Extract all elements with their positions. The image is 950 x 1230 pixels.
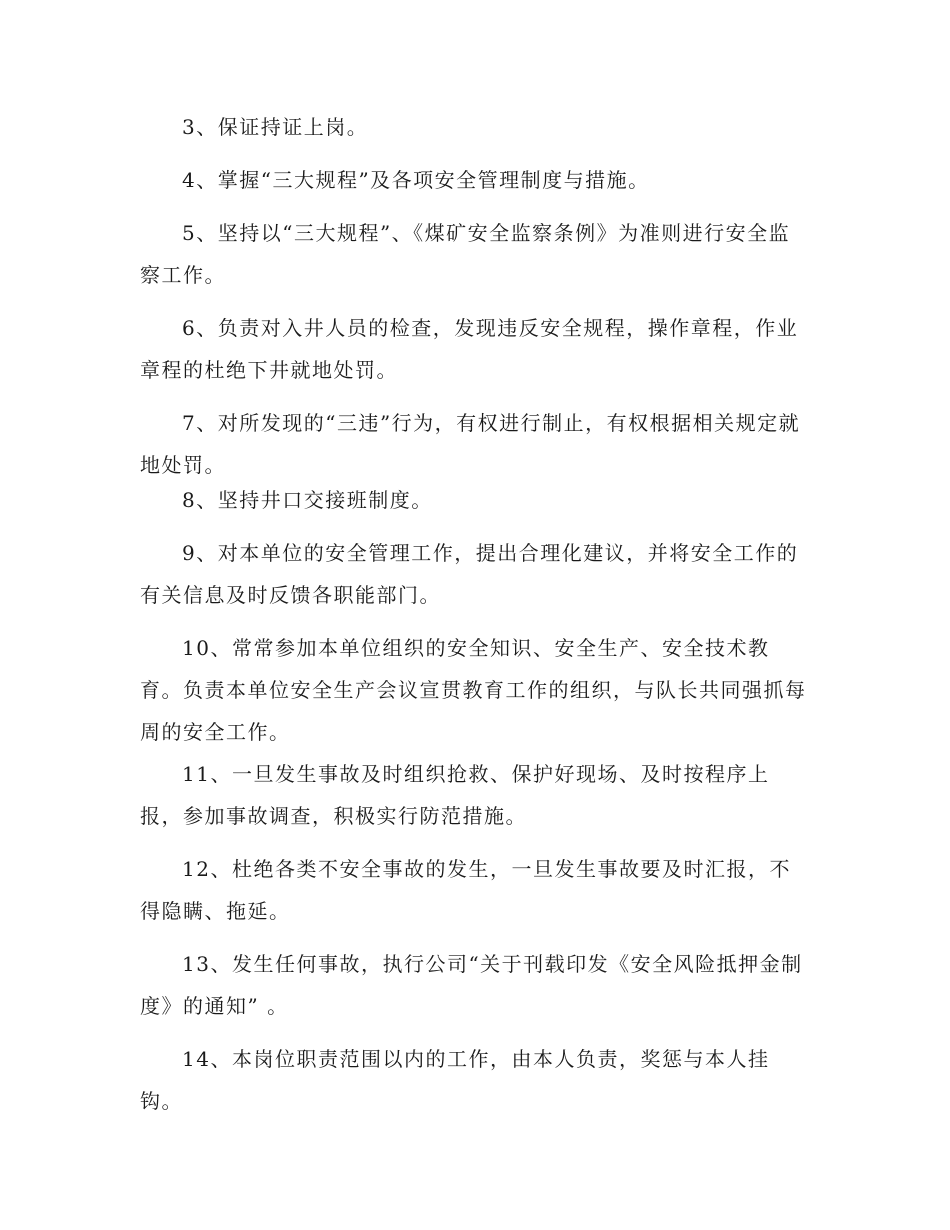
list-item: 11、一旦发生事故及时组织抢救、保护好现场、及时按程序上报，参加事故调查，积极实行防范措施。	[140, 762, 770, 828]
list-item: 10、常常参加本单位组织的安全知识、安全生产、安全技术教育。负责本单位安全生产会议宣贯教育工作的组织，与队长共同强抓每周的安全工作。	[140, 636, 807, 744]
list-item: 7、对所发现的“三违”行为，有权进行制止，有权根据相关规定就地处罚。	[140, 411, 801, 477]
list-item: 12、杜绝各类不安全事故的发生，一旦发生事故要及时汇报，不得隐瞒、拖延。	[140, 857, 791, 923]
list-item: 3、保证持证上岗。	[182, 115, 369, 139]
list-item: 6、负责对入井人员的检查，发现违反安全规程，操作章程，作业章程的杜绝下井就地处罚。	[140, 316, 799, 382]
list-item: 8、坚持井口交接班制度。	[182, 488, 433, 512]
list-item: 9、对本单位的安全管理工作，提出合理化建议，并将安全工作的有关信息及时反馈各职能部门。	[140, 541, 799, 607]
list-item: 13、发生任何事故，执行公司“关于刊载印发《安全风险抵押金制度》的通知” 。	[140, 952, 803, 1018]
list-item: 5、坚持以“三大规程”、《煤矿安全监察条例》为准则进行安全监察工作。	[140, 221, 791, 287]
list-item: 14、本岗位职责范围以内的工作，由本人负责，奖惩与本人挂钩。	[140, 1047, 770, 1113]
list-item: 4、掌握“三大规程”及各项安全管理制度与措施。	[182, 168, 650, 192]
